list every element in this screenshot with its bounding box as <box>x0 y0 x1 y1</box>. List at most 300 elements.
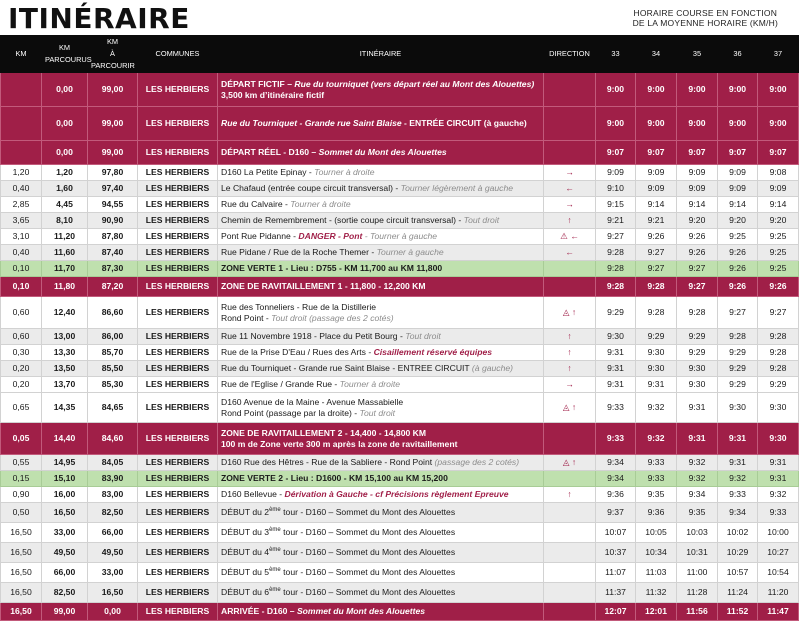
cell-time-34: 12:01 <box>636 603 677 621</box>
itineraire-text: D160 Rue des Hêtres - Rue de la Sabliere - Rond Point <box>221 457 435 468</box>
cell-commune: LES HERBIERS <box>138 245 218 261</box>
table-row <box>1 377 799 393</box>
table-row <box>1 603 799 621</box>
itineraire-line <box>221 118 540 129</box>
cell-km: 0,20 <box>1 377 42 393</box>
cell-direction-icon <box>544 277 596 297</box>
col-header-km: KM <box>1 36 42 73</box>
cell-time-35: 9:14 <box>677 197 718 213</box>
itineraire-text: DÉBUT du 5 <box>221 567 270 578</box>
itineraire-text: ARRIVÉE - D160 – <box>221 606 297 617</box>
cell-time-34: 10:34 <box>636 543 677 563</box>
cell-time-33: 10:07 <box>596 523 636 543</box>
cell-commune: LES HERBIERS <box>138 345 218 361</box>
itineraire-text: Pont Rue Pidanne - <box>221 231 299 242</box>
cell-commune: LES HERBIERS <box>138 471 218 487</box>
cell-itineraire <box>218 563 544 583</box>
cell-time-37: 10:54 <box>758 563 799 583</box>
cell-itineraire <box>218 603 544 621</box>
cell-itineraire <box>218 361 544 377</box>
itineraire-line <box>221 547 540 558</box>
cell-time-37: 9:33 <box>758 503 799 523</box>
cell-km-parcourus: 15,10 <box>42 471 88 487</box>
cell-time-34: 9:32 <box>636 393 677 423</box>
table-row <box>1 361 799 377</box>
cell-itineraire <box>218 277 544 297</box>
cell-commune: LES HERBIERS <box>138 329 218 345</box>
cell-time-37: 11:20 <box>758 583 799 603</box>
cell-itineraire <box>218 165 544 181</box>
itineraire-text: Sommet du Mont des Alouettes <box>296 606 426 617</box>
cell-time-36: 9:32 <box>718 471 758 487</box>
col-header-speed-36: 36 <box>718 36 758 73</box>
cell-km-a-parcourir: 94,55 <box>88 197 138 213</box>
itineraire-text: D160 La Petite Epinay - <box>221 167 315 178</box>
cell-commune: LES HERBIERS <box>138 229 218 245</box>
cell-itineraire <box>218 487 544 503</box>
cell-time-36: 9:30 <box>718 393 758 423</box>
itineraire-text: tour - D160 – Sommet du Mont des Alouettes <box>280 567 456 578</box>
cell-km-parcourus: 11,60 <box>42 245 88 261</box>
cell-km-a-parcourir: 97,40 <box>88 181 138 197</box>
cell-km-a-parcourir: 84,05 <box>88 455 138 471</box>
cell-km-a-parcourir: 99,00 <box>88 141 138 165</box>
table-row <box>1 345 799 361</box>
cell-time-33: 9:31 <box>596 345 636 361</box>
cell-direction-icon <box>544 261 596 277</box>
cell-time-33: 9:34 <box>596 471 636 487</box>
itineraire-line <box>221 397 540 408</box>
cell-direction-icon <box>544 107 596 141</box>
itineraire-text: Rue 11 Novembre 1918 - Place du Petit Bourg - <box>221 331 406 342</box>
cell-direction-icon: ↑ <box>544 213 596 229</box>
itineraire-text: 100 m de Zone verte 300 m après la zone de ravitaillement <box>221 438 458 449</box>
cell-km-a-parcourir: 85,30 <box>88 377 138 393</box>
cell-direction-icon: ◬ ↑ <box>544 297 596 329</box>
cell-km: 0,65 <box>1 393 42 423</box>
cell-time-37: 9:30 <box>758 423 799 455</box>
itineraire-text: Rue du Tourniquet - Grande rue Saint Blaise <box>221 118 402 129</box>
itineraire-text: DÉBUT du 4 <box>221 547 270 558</box>
itineraire-text: DÉPART FICTIF – <box>221 79 295 89</box>
cell-direction-icon: ← <box>544 245 596 261</box>
col-header-km-parcourus: KM PARCOURUS <box>42 36 88 73</box>
cell-km: 0,10 <box>1 261 42 277</box>
itineraire-line <box>221 281 540 292</box>
cell-commune: LES HERBIERS <box>138 197 218 213</box>
cell-time-35: 9:28 <box>677 297 718 329</box>
table-row <box>1 73 799 107</box>
itineraire-line <box>221 313 540 324</box>
col-header-direction: DIRECTION <box>544 36 596 73</box>
cell-commune: LES HERBIERS <box>138 297 218 329</box>
cell-direction-icon <box>544 543 596 563</box>
cell-time-35: 9:32 <box>677 455 718 471</box>
cell-km-a-parcourir: 66,00 <box>88 523 138 543</box>
cell-time-34: 9:28 <box>636 297 677 329</box>
cell-commune: LES HERBIERS <box>138 583 218 603</box>
itineraire-line <box>221 363 540 374</box>
table-row <box>1 277 799 297</box>
itineraire-line <box>221 90 540 101</box>
cell-km-parcourus: 13,70 <box>42 377 88 393</box>
cell-direction-icon <box>544 523 596 543</box>
cell-itineraire <box>218 393 544 423</box>
cell-itineraire <box>218 523 544 543</box>
cell-time-33: 12:07 <box>596 603 636 621</box>
cell-time-36: 9:26 <box>718 277 758 297</box>
cell-time-33: 11:37 <box>596 583 636 603</box>
cell-commune: LES HERBIERS <box>138 455 218 471</box>
itineraire-text: DANGER - Pont <box>298 231 363 242</box>
itineraire-text: Rue des Tonneliers - Rue de la Distillerie <box>221 302 377 312</box>
itineraire-text: Dérivation à Gauche - cf Précisions règlement Epreuve <box>284 489 509 500</box>
cell-time-33: 9:33 <box>596 423 636 455</box>
cell-commune: LES HERBIERS <box>138 361 218 377</box>
cell-time-36: 9:09 <box>718 165 758 181</box>
cell-direction-icon: ◬ ↑ <box>544 455 596 471</box>
cell-km-parcourus: 8,10 <box>42 213 88 229</box>
itineraire-line <box>221 428 540 439</box>
cell-commune: LES HERBIERS <box>138 393 218 423</box>
itineraire-line <box>221 215 540 226</box>
itineraire-text: DÉBUT du 2 <box>221 507 270 518</box>
table-row <box>1 393 799 423</box>
cell-time-37: 10:00 <box>758 523 799 543</box>
cell-time-34: 9:35 <box>636 487 677 503</box>
cell-time-37: 11:47 <box>758 603 799 621</box>
cell-km-a-parcourir: 84,60 <box>88 423 138 455</box>
cell-time-35: 9:27 <box>677 277 718 297</box>
table-row <box>1 297 799 329</box>
cell-km: 2,85 <box>1 197 42 213</box>
cell-time-37: 9:14 <box>758 197 799 213</box>
cell-km-parcourus: 13,50 <box>42 361 88 377</box>
cell-km-a-parcourir: 99,00 <box>88 73 138 107</box>
table-row <box>1 165 799 181</box>
itineraire-text: ème <box>269 587 281 594</box>
cell-time-34: 9:09 <box>636 181 677 197</box>
cell-itineraire <box>218 141 544 165</box>
cell-km-parcourus: 13,00 <box>42 329 88 345</box>
cell-km: 1,20 <box>1 165 42 181</box>
cell-time-35: 9:00 <box>677 73 718 107</box>
cell-commune: LES HERBIERS <box>138 277 218 297</box>
cell-time-36: 9:00 <box>718 107 758 141</box>
cell-km-parcourus: 16,50 <box>42 503 88 523</box>
cell-km: 0,60 <box>1 297 42 329</box>
cell-km-a-parcourir: 33,00 <box>88 563 138 583</box>
cell-time-35: 9:29 <box>677 329 718 345</box>
table-row <box>1 181 799 197</box>
cell-time-33: 9:33 <box>596 393 636 423</box>
cell-time-36: 11:24 <box>718 583 758 603</box>
cell-time-35: 9:26 <box>677 245 718 261</box>
table-row <box>1 423 799 455</box>
table-row <box>1 563 799 583</box>
cell-km-parcourus: 66,00 <box>42 563 88 583</box>
table-row <box>1 543 799 563</box>
cell-time-34: 9:00 <box>636 107 677 141</box>
itineraire-text: - Lieu : D1600 - KM 15,100 au KM 15,200 <box>283 473 448 484</box>
cell-km: 0,30 <box>1 345 42 361</box>
cell-km-parcourus: 0,00 <box>42 73 88 107</box>
table-row <box>1 141 799 165</box>
cell-time-36: 9:00 <box>718 73 758 107</box>
cell-direction-icon: ↑ <box>544 345 596 361</box>
itineraire-line <box>221 263 540 274</box>
cell-km-a-parcourir: 87,40 <box>88 245 138 261</box>
cell-time-33: 9:30 <box>596 329 636 345</box>
itineraire-line <box>221 302 540 313</box>
cell-direction-icon: ↑ <box>544 329 596 345</box>
cell-km: 3,10 <box>1 229 42 245</box>
cell-time-36: 9:14 <box>718 197 758 213</box>
itineraire-text: Rond Point - <box>221 312 272 323</box>
cell-time-34: 9:26 <box>636 229 677 245</box>
itineraire-text: Tourner légèrement à gauche <box>400 183 514 194</box>
cell-direction-icon <box>544 471 596 487</box>
cell-time-33: 9:28 <box>596 277 636 297</box>
itineraire-text: Rond Point (passage par la droite) - <box>221 407 360 418</box>
itineraire-text: Rue de la Prise D'Eau / Rues des Arts - <box>221 347 374 358</box>
table-header-row <box>1 36 799 73</box>
cell-time-34: 9:21 <box>636 213 677 229</box>
cell-direction-icon: ⚠ ← <box>544 229 596 245</box>
cell-itineraire <box>218 107 544 141</box>
cell-time-37: 9:07 <box>758 141 799 165</box>
itineraire-line <box>221 331 540 342</box>
cell-time-37: 9:31 <box>758 471 799 487</box>
cell-time-37: 9:32 <box>758 487 799 503</box>
itineraire-line <box>221 606 540 617</box>
cell-time-37: 9:28 <box>758 329 799 345</box>
cell-km-parcourus: 12,40 <box>42 297 88 329</box>
itineraire-line <box>221 457 540 468</box>
cell-time-36: 10:02 <box>718 523 758 543</box>
cell-time-33: 9:00 <box>596 73 636 107</box>
itineraire-text: - Tourner à gauche <box>362 231 438 242</box>
cell-time-34: 11:32 <box>636 583 677 603</box>
cell-time-36: 9:31 <box>718 455 758 471</box>
table-row <box>1 471 799 487</box>
table-row <box>1 523 799 543</box>
cell-km-parcourus: 16,00 <box>42 487 88 503</box>
itineraire-line <box>221 199 540 210</box>
cell-km-parcourus: 1,20 <box>42 165 88 181</box>
cell-time-33: 11:07 <box>596 563 636 583</box>
cell-km-parcourus: 13,30 <box>42 345 88 361</box>
cell-km: 0,60 <box>1 329 42 345</box>
cell-km: 0,55 <box>1 455 42 471</box>
cell-time-36: 10:57 <box>718 563 758 583</box>
cell-time-36: 10:29 <box>718 543 758 563</box>
cell-km-a-parcourir: 85,70 <box>88 345 138 361</box>
cell-km-parcourus: 49,50 <box>42 543 88 563</box>
cell-km: 0,05 <box>1 423 42 455</box>
col-header-itineraire: ITINÉRAIRE <box>218 36 544 73</box>
itineraire-text: Tout droit <box>359 407 396 418</box>
itineraire-text: Cisaillement réservé équipes <box>373 347 493 358</box>
cell-time-33: 9:37 <box>596 503 636 523</box>
itineraire-text: ème <box>269 507 281 514</box>
cell-time-36: 11:52 <box>718 603 758 621</box>
itineraire-text: (passage des 2 cotés) <box>434 457 520 468</box>
cell-km: 0,90 <box>1 487 42 503</box>
cell-km <box>1 141 42 165</box>
itineraire-line <box>221 79 540 90</box>
cell-time-37: 9:28 <box>758 361 799 377</box>
cell-km-a-parcourir: 97,80 <box>88 165 138 181</box>
cell-time-34: 9:09 <box>636 165 677 181</box>
cell-time-37: 9:00 <box>758 73 799 107</box>
itineraire-text: tour - D160 – Sommet du Mont des Alouettes <box>280 547 456 558</box>
cell-direction-icon: ↑ <box>544 361 596 377</box>
itineraire-text: (à gauche) <box>471 363 514 374</box>
cell-time-36: 9:07 <box>718 141 758 165</box>
cell-time-35: 9:27 <box>677 261 718 277</box>
itineraire-line <box>221 147 540 158</box>
cell-time-37: 9:08 <box>758 165 799 181</box>
cell-time-33: 9:31 <box>596 361 636 377</box>
cell-km: 16,50 <box>1 543 42 563</box>
itineraire-text: DÉBUT du 3 <box>221 527 270 538</box>
itineraire-text: Sommet du Mont des Alouettes <box>318 147 447 158</box>
cell-commune: LES HERBIERS <box>138 503 218 523</box>
cell-time-33: 9:21 <box>596 213 636 229</box>
itineraire-text: tour - D160 – Sommet du Mont des Alouettes <box>280 527 456 538</box>
cell-time-37: 9:31 <box>758 455 799 471</box>
cell-time-33: 9:34 <box>596 455 636 471</box>
cell-commune: LES HERBIERS <box>138 423 218 455</box>
table-row <box>1 583 799 603</box>
cell-km-parcourus: 99,00 <box>42 603 88 621</box>
cell-km-parcourus: 0,00 <box>42 107 88 141</box>
cell-time-36: 9:34 <box>718 503 758 523</box>
cell-commune: LES HERBIERS <box>138 377 218 393</box>
itineraire-text: Tout droit <box>463 215 500 226</box>
cell-direction-icon <box>544 563 596 583</box>
itineraire-text: ème <box>269 527 281 534</box>
itineraire-text: DÉPART RÉEL - D160 – <box>221 147 319 158</box>
table-row <box>1 503 799 523</box>
cell-direction-icon: → <box>544 377 596 393</box>
cell-time-34: 9:32 <box>636 423 677 455</box>
cell-time-35: 10:03 <box>677 523 718 543</box>
cell-itineraire <box>218 261 544 277</box>
cell-itineraire <box>218 423 544 455</box>
itineraire-line <box>221 183 540 194</box>
itineraire-text: Tourner à droite <box>314 167 375 178</box>
cell-itineraire <box>218 245 544 261</box>
itineraire-line <box>221 347 540 358</box>
table-row <box>1 487 799 503</box>
cell-time-33: 9:00 <box>596 107 636 141</box>
cell-time-37: 9:09 <box>758 181 799 197</box>
cell-time-33: 9:07 <box>596 141 636 165</box>
cell-time-36: 9:26 <box>718 245 758 261</box>
cell-km-parcourus: 1,60 <box>42 181 88 197</box>
cell-direction-icon: ↑ <box>544 487 596 503</box>
cell-time-37: 9:25 <box>758 229 799 245</box>
cell-time-33: 9:09 <box>596 165 636 181</box>
col-header-speed-34: 34 <box>636 36 677 73</box>
cell-km-a-parcourir: 87,80 <box>88 229 138 245</box>
cell-commune: LES HERBIERS <box>138 165 218 181</box>
itineraire-text: Tout droit <box>405 331 441 342</box>
col-header-speed-35: 35 <box>677 36 718 73</box>
cell-time-35: 9:35 <box>677 503 718 523</box>
cell-km-a-parcourir: 49,50 <box>88 543 138 563</box>
cell-commune: LES HERBIERS <box>138 563 218 583</box>
schedule-header-note <box>633 8 778 28</box>
cell-km <box>1 73 42 107</box>
cell-time-36: 9:33 <box>718 487 758 503</box>
table-row <box>1 329 799 345</box>
cell-time-34: 9:36 <box>636 503 677 523</box>
cell-time-34: 9:33 <box>636 455 677 471</box>
cell-km-a-parcourir: 86,60 <box>88 297 138 329</box>
cell-km: 0,20 <box>1 361 42 377</box>
cell-time-35: 9:26 <box>677 229 718 245</box>
cell-km-a-parcourir: 0,00 <box>88 603 138 621</box>
itineraire-text: DÉBUT du 6 <box>221 587 270 598</box>
cell-time-36: 9:28 <box>718 329 758 345</box>
itineraire-text: Rue du Tourniquet - Grande rue Saint Blaise - ENTREE CIRCUIT <box>221 363 472 374</box>
itineraire-line <box>221 587 540 598</box>
table-row <box>1 229 799 245</box>
cell-km-a-parcourir: 16,50 <box>88 583 138 603</box>
cell-km: 16,50 <box>1 563 42 583</box>
cell-km-parcourus: 82,50 <box>42 583 88 603</box>
cell-itineraire <box>218 73 544 107</box>
itineraire-line <box>221 527 540 538</box>
itineraire-text: Rue du tourniquet (vers départ réel au Mont des Alouettes) <box>294 79 535 89</box>
cell-time-35: 9:29 <box>677 345 718 361</box>
cell-itineraire <box>218 503 544 523</box>
cell-km-parcourus: 0,00 <box>42 141 88 165</box>
cell-time-35: 9:30 <box>677 377 718 393</box>
cell-km-a-parcourir: 99,00 <box>88 107 138 141</box>
cell-time-33: 9:29 <box>596 297 636 329</box>
cell-km: 0,15 <box>1 471 42 487</box>
schedule-header-note-line-2: DE LA MOYENNE HORAIRE (KM/H) <box>632 18 778 28</box>
cell-time-37: 9:30 <box>758 393 799 423</box>
cell-km: 16,50 <box>1 583 42 603</box>
itineraire-text: 3,500 km d’itinéraire fictif <box>221 89 325 100</box>
cell-itineraire <box>218 197 544 213</box>
cell-km-a-parcourir: 84,65 <box>88 393 138 423</box>
cell-direction-icon: → <box>544 165 596 181</box>
cell-time-35: 9:00 <box>677 107 718 141</box>
cell-time-37: 9:27 <box>758 297 799 329</box>
cell-time-33: 9:31 <box>596 377 636 393</box>
cell-commune: LES HERBIERS <box>138 73 218 107</box>
itinerary-table <box>0 35 799 621</box>
cell-time-37: 10:27 <box>758 543 799 563</box>
cell-commune: LES HERBIERS <box>138 107 218 141</box>
itineraire-text: tour - D160 – Sommet du Mont des Alouettes <box>280 587 456 598</box>
cell-time-34: 11:03 <box>636 563 677 583</box>
cell-itineraire <box>218 471 544 487</box>
table-row <box>1 245 799 261</box>
cell-itineraire <box>218 377 544 393</box>
table-row <box>1 455 799 471</box>
cell-time-37: 9:25 <box>758 245 799 261</box>
cell-time-36: 9:29 <box>718 361 758 377</box>
cell-time-34: 9:30 <box>636 361 677 377</box>
cell-commune: LES HERBIERS <box>138 141 218 165</box>
